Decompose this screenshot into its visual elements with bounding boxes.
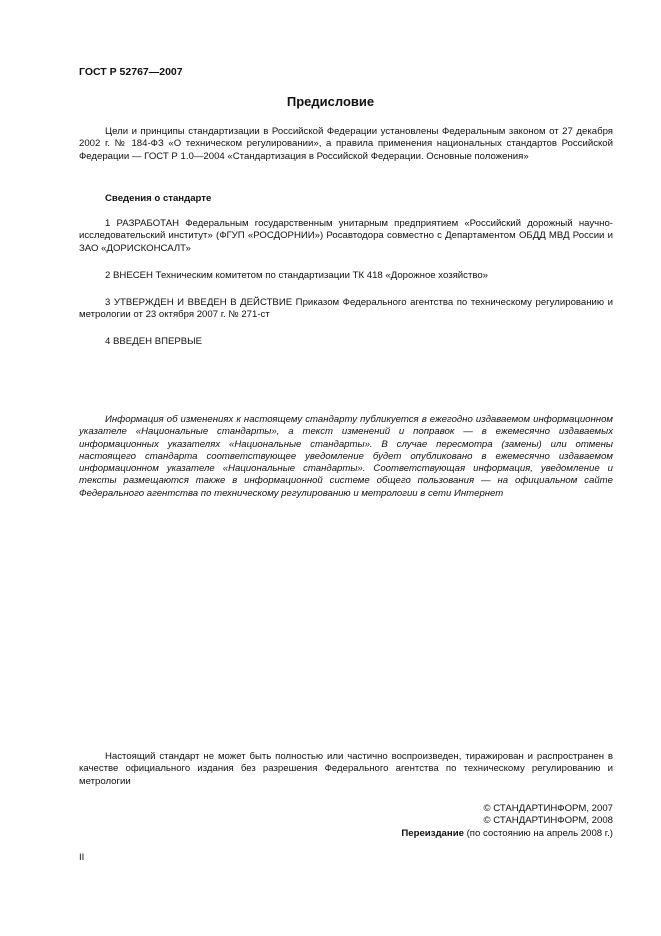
- page-title: Предисловие: [286, 94, 375, 109]
- reissue-line: [313, 828, 613, 840]
- info-item-2: 2 ВНЕСЕН Техническим комитетом по стандартизации ТК 418 «Дорожное хозяйство»: [105, 270, 489, 281]
- info-item-3: 3 УТВЕРЖДЕН И ВВЕДЕН В ДЕЙСТВИЕ Приказом Федерального агентства по техническому регулированию и метрологии от 23 октября 2007 г. № 271-ст: [79, 297, 613, 321]
- document-code: ГОСТ Р 52767—2007: [79, 66, 183, 78]
- reproduction-notice: Настоящий стандарт не может быть полностью или частично воспроизведен, тиражирован и распространен в качестве официального издания без разрешения Федерального агентства по техническому регулированию и метрологии: [79, 751, 613, 787]
- intro-paragraph: Цели и принципы стандартизации в Российской Федерации установлены Федеральным законом от 27 декабря 2002 г. № 184-ФЗ «О техническом регулировании», а правила применения национальных стандартов Российской Федерации — ГОСТ Р 1.0—2004 «Стандартизация в Российской Федерации. Основные положения»: [79, 126, 613, 162]
- changes-notice: Информация об изменениях к настоящему стандарту публикуется в ежегодно издаваемом информационном указателе «Национальные стандарты», а текст изменений и поправок — в ежемесячно издаваемых информационных указателях «Национальные стандарты». В случае пересмотра (замены) или отмены настоящего стандарта соответствующее уведомление будет опубликовано в ежемесячно издаваемом информационном указателе «Национальные стандарты». Соответствующая информация, уведомление и тексты размещаются также в информационной системе общего пользования — на официальном сайте Федерального агентства по техническому регулированию и метрологии в сети Интернет: [79, 414, 613, 499]
- copyright-line-1: © СТАНДАРТИНФОРМ, 2007: [483, 803, 613, 814]
- reissue-label: Переиздание: [401, 828, 464, 839]
- reissue-note: (по состоянию на апрель 2008 г.): [463, 828, 613, 839]
- info-item-4: 4 ВВЕДЕН ВПЕРВЫЕ: [105, 336, 203, 347]
- copyright-line-2: © СТАНДАРТИНФОРМ, 2008: [483, 815, 613, 826]
- standard-info-heading: Сведения о стандарте: [105, 193, 212, 204]
- page-number: II: [79, 852, 85, 863]
- info-item-1: 1 РАЗРАБОТАН Федеральным государственным унитарным предприятием «Российский дорожный научно-исследовательский институт» (ФГУП «РОСДОРНИИ») Росавтодора совместно с Департаментом ОБДД МВД России и ЗАО «ДОРИСКОНСАЛТ»: [79, 218, 613, 254]
